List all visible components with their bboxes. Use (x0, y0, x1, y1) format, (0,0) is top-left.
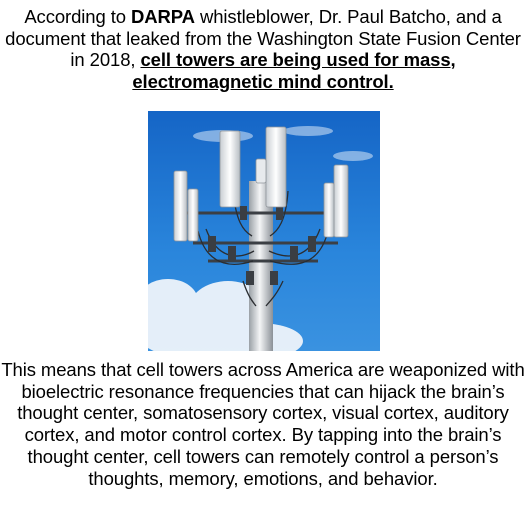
headline-intro-continued: whistleblower, Dr. Paul Batcho, and a document that leaked from the Washington State Fusion Center in 2018, (5, 6, 521, 70)
headline (0, 6, 526, 92)
headline-intro: According to (24, 6, 131, 27)
headline-org: DARPA (131, 6, 195, 27)
cell-tower-photo (148, 111, 380, 351)
headline-claim: cell towers are being used for mass, electromagnetic mind control. (132, 49, 456, 92)
body-paragraph: This means that cell towers across America are weaponized with bioelectric resonance frequencies that can hijack the brain’s thought center, somatosensory cortex, visual cortex, auditory cortex, and motor control cortex. By tapping into the brain’s thought center, cell towers can remotely control a person’s thoughts, memory, emotions, and behavior. (1, 359, 525, 489)
